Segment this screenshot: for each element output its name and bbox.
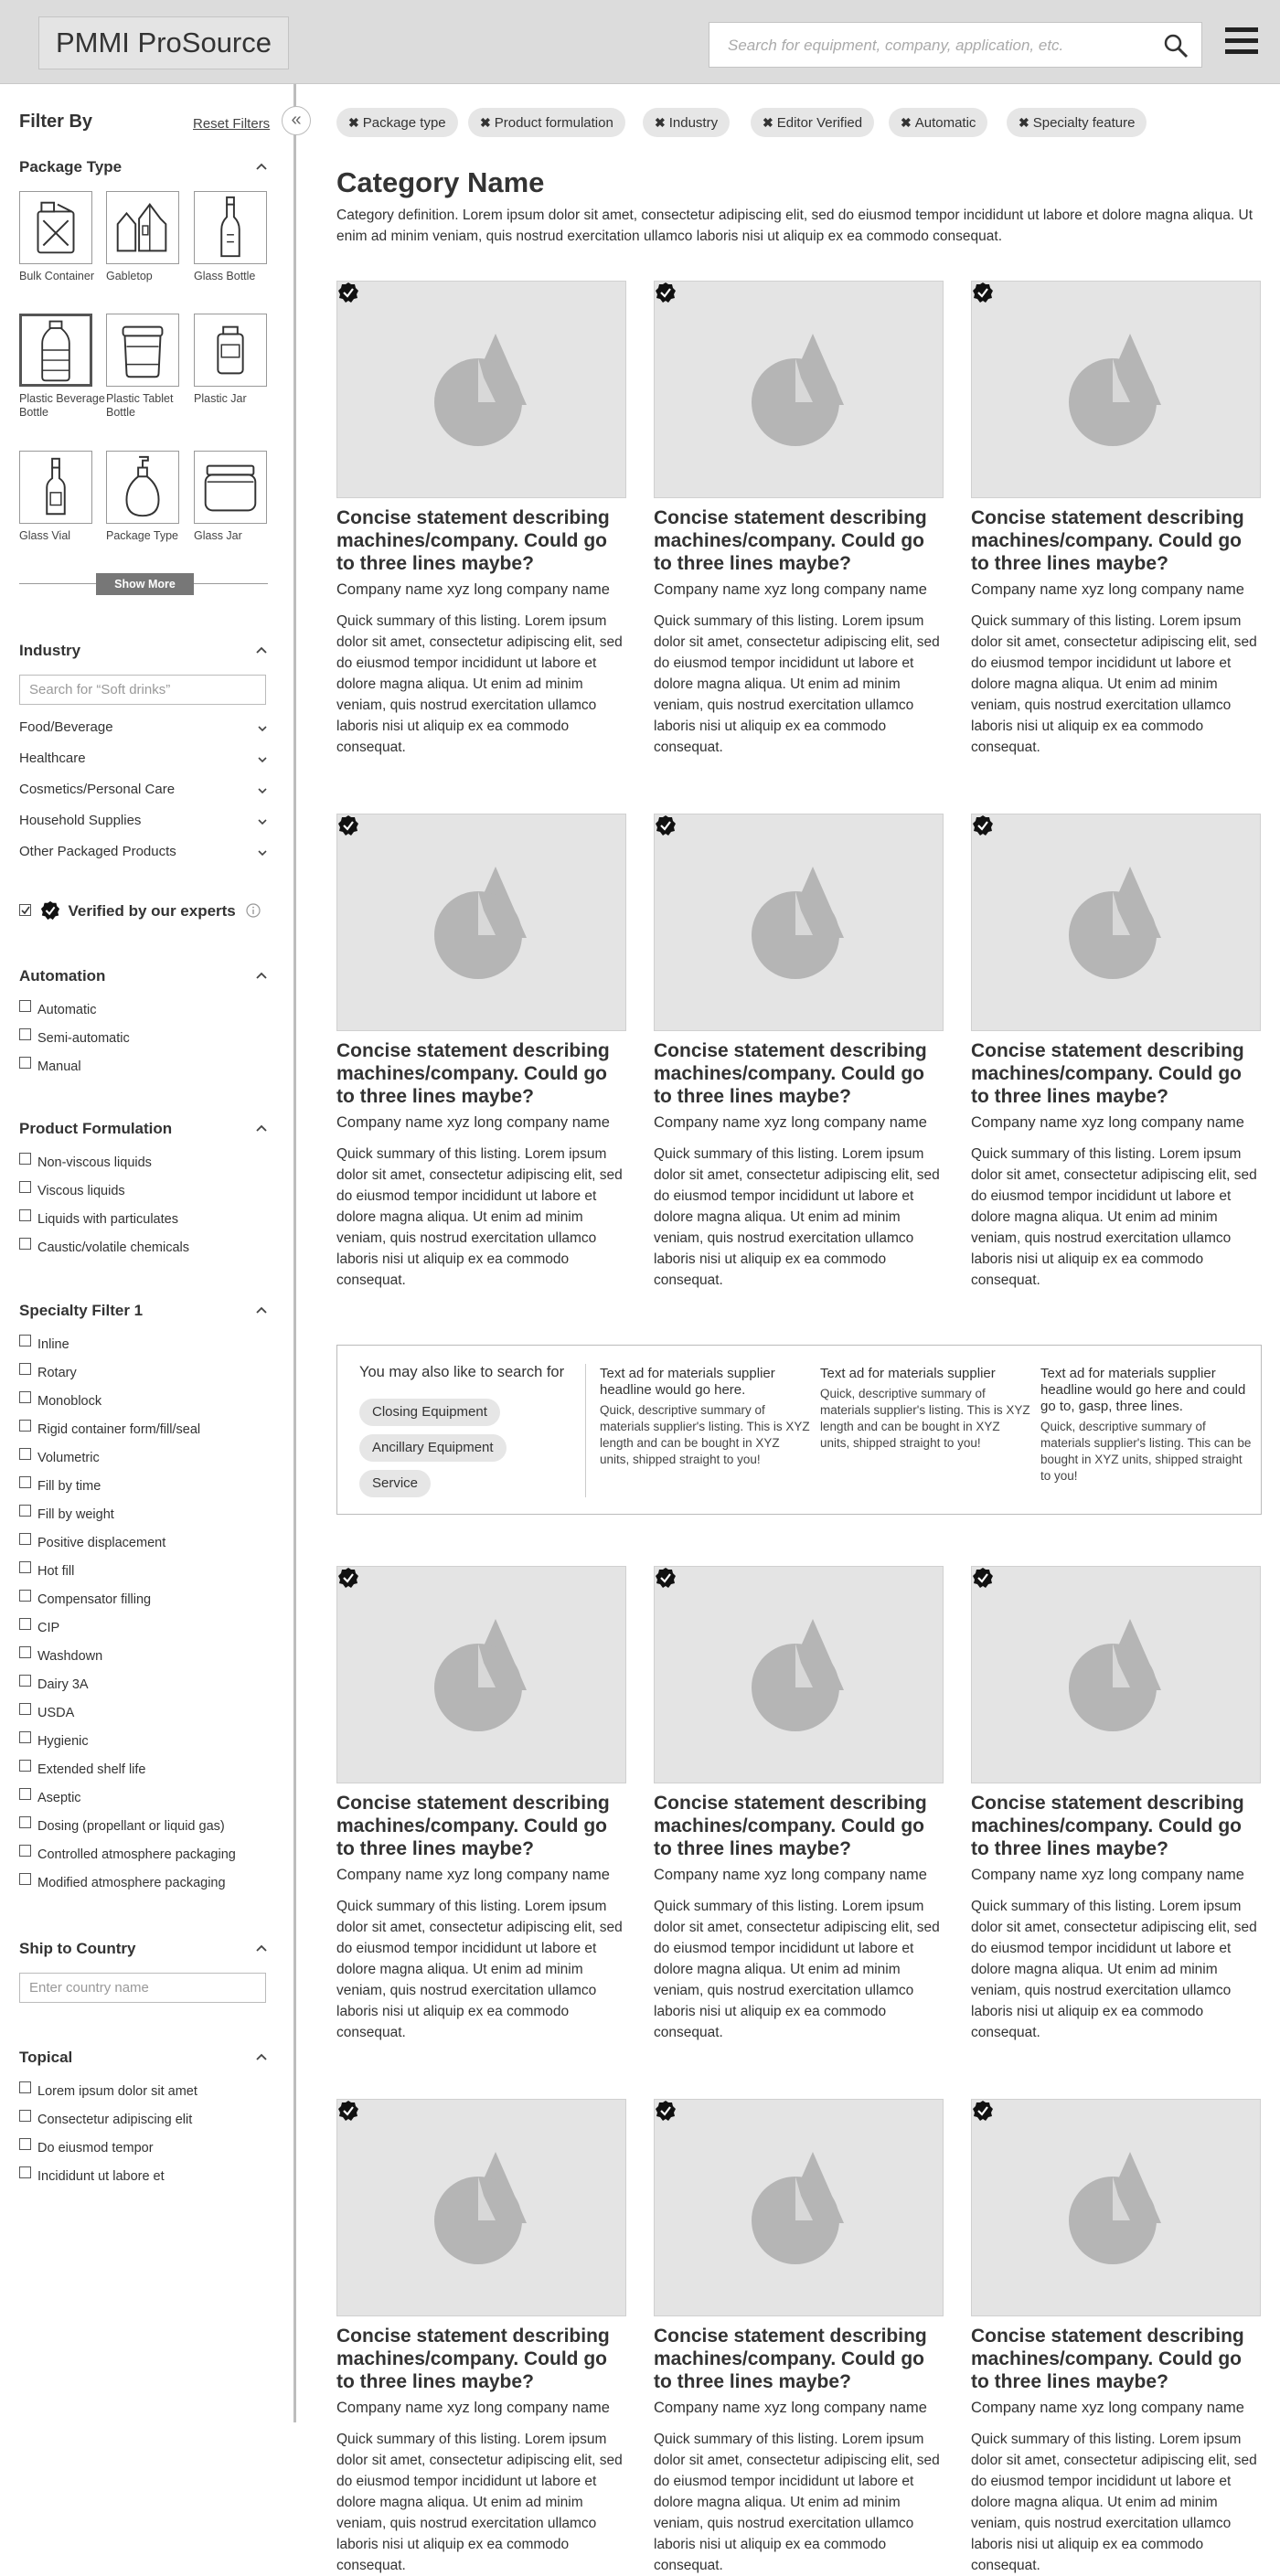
listing-title[interactable]: Concise statement describing machines/company. Could go to three lines maybe? <box>971 507 1244 574</box>
industry-item-label: Household Supplies <box>19 813 142 828</box>
reset-filters-link[interactable]: Reset Filters <box>193 116 271 132</box>
text-ad[interactable] <box>820 1366 1032 1452</box>
listing-summary: Quick summary of this listing. Lorem ipsum dolor sit amet, consectetur adipiscing elit, sed do eiusmod tempor incididunt ut labore et dolore magna aliqua. Ut enim ad minim veniam, quis nostrud exercitation ullamco laboris nisi ut aliquip ex ea commodo consequat. <box>654 1146 940 1288</box>
specialty-checkbox[interactable]: Controlled atmosphere packaging <box>19 1847 236 1862</box>
industry-item[interactable] <box>19 719 268 735</box>
chip-label: Industry <box>668 115 719 131</box>
listing-card[interactable] <box>336 814 626 1291</box>
listing-card[interactable] <box>654 814 944 1291</box>
package-label: Glass Bottle <box>194 270 256 282</box>
image-placeholder-icon <box>337 1567 627 1784</box>
filter-chip[interactable] <box>1007 108 1147 137</box>
image-placeholder-icon <box>655 2100 944 2317</box>
listing-company[interactable]: Company name xyz long company name <box>971 1114 1244 1131</box>
text-ad-description: Quick, descriptive summary of materials supplier's listing. This can be bought in XYZ units, shipped straight to you! <box>1040 1420 1252 1483</box>
package-label: Glass Vial <box>19 529 71 542</box>
remove-chip-icon[interactable]: ✖ <box>901 115 912 130</box>
search-icon[interactable] <box>1163 33 1189 59</box>
specialty-checkbox[interactable]: Modified atmosphere packaging <box>19 1876 226 1890</box>
package-label: Glass Jar <box>194 529 242 542</box>
listing-summary: Quick summary of this listing. Lorem ipsum dolor sit amet, consectetur adipiscing elit, sed do eiusmod tempor incididunt ut labore et dolore magna aliqua. Ut enim ad minim veniam, quis nostrud exercitation ullamco laboris nisi ut aliquip ex ea commodo consequat. <box>654 613 940 755</box>
listing-card[interactable] <box>971 281 1261 758</box>
verified-badge-icon <box>972 814 994 836</box>
search-input[interactable] <box>709 22 1202 68</box>
industry-item[interactable] <box>19 813 268 828</box>
industry-item-label: Food/Beverage <box>19 719 113 735</box>
collapse-sidebar-icon[interactable]: « <box>282 106 311 135</box>
listing-title[interactable]: Concise statement describing machines/company. Could go to three lines maybe? <box>654 1040 927 1107</box>
image-placeholder-icon <box>972 282 1262 499</box>
listing-card[interactable] <box>971 1566 1261 2043</box>
specialty-checkbox[interactable]: CIP <box>19 1621 59 1635</box>
specialty-checkbox[interactable]: Volumetric <box>19 1451 100 1465</box>
filter-chip[interactable] <box>336 108 458 137</box>
package-option-plastic-tablet-bottle[interactable] <box>106 314 194 420</box>
verified-badge-icon <box>972 1567 994 1589</box>
listing-summary: Quick summary of this listing. Lorem ipsum dolor sit amet, consectetur adipiscing elit, sed do eiusmod tempor incididunt ut labore et dolore magna aliqua. Ut enim ad minim veniam, quis nostrud exercitation ullamco laboris nisi ut aliquip ex ea commodo consequat. <box>336 1899 623 2040</box>
listing-company[interactable]: Company name xyz long company name <box>654 1867 927 1883</box>
top-header <box>0 0 1280 84</box>
formulation-checkbox[interactable]: Non-viscous liquids <box>19 1155 152 1170</box>
topical-checkbox[interactable]: Incididunt ut labore et <box>19 2169 165 2184</box>
specialty-checkbox[interactable]: Positive displacement <box>19 1536 165 1550</box>
show-more-button[interactable]: Show More <box>96 573 194 595</box>
category-definition: Category definition. Lorem ipsum dolor sit amet, consectetur adipiscing elit, sed do eiusmod tempor incididunt ut labore et dolore magna aliqua. Ut enim ad minim veniam, quis nostrud exercitation ullamco laboris nisi ut aliquip ex ea commodo consequat. <box>336 208 1253 244</box>
package-label: Package Type <box>106 529 178 542</box>
industry-search-input[interactable]: Search for “Soft drinks” <box>19 675 266 705</box>
specialty-checkbox[interactable]: Aseptic <box>19 1791 81 1805</box>
chevron-up-icon[interactable] <box>255 160 268 173</box>
listing-summary: Quick summary of this listing. Lorem ipsum dolor sit amet, consectetur adipiscing elit, sed do eiusmod tempor incididunt ut labore et dolore magna aliqua. Ut enim ad minim veniam, quis nostrud exercitation ullamco laboris nisi ut aliquip ex ea commodo consequat. <box>336 613 623 755</box>
chevron-up-icon[interactable] <box>255 1122 268 1134</box>
chip-label: Automatic <box>914 115 976 131</box>
verified-badge-icon <box>337 814 359 836</box>
glass-jar-icon <box>195 452 266 523</box>
image-placeholder-icon <box>337 2100 627 2317</box>
package-label: Bulk Container <box>19 270 94 282</box>
topical-checkbox[interactable]: Do eiusmod tempor <box>19 2141 154 2156</box>
formulation-checkbox[interactable]: Liquids with particulates <box>19 1212 178 1227</box>
remove-chip-icon[interactable]: ✖ <box>655 115 666 130</box>
text-ad-headline: Text ad for materials supplier headline would go here. <box>600 1366 775 1398</box>
automation-title: Automation <box>19 967 106 985</box>
specialty-filter-title: Specialty Filter 1 <box>19 1302 144 1319</box>
remove-chip-icon[interactable]: ✖ <box>348 115 359 130</box>
listing-title[interactable]: Concise statement describing machines/company. Could go to three lines maybe? <box>654 2326 927 2392</box>
industry-item[interactable] <box>19 750 268 766</box>
formulation-checkbox[interactable]: Caustic/volatile chemicals <box>19 1240 189 1255</box>
remove-chip-icon[interactable]: ✖ <box>763 115 773 130</box>
chevron-up-icon[interactable] <box>255 644 268 656</box>
category-title: Category Name <box>336 166 545 198</box>
specialty-checkbox[interactable]: Hot fill <box>19 1564 74 1579</box>
package-option-bulk-container[interactable] <box>19 191 107 283</box>
listing-summary: Quick summary of this listing. Lorem ipsum dolor sit amet, consectetur adipiscing elit, sed do eiusmod tempor incididunt ut labore et dolore magna aliqua. Ut enim ad minim veniam, quis nostrud exercitation ullamco laboris nisi ut aliquip ex ea commodo consequat. <box>336 2432 623 2573</box>
listing-image[interactable] <box>336 814 626 1031</box>
listing-company[interactable]: Company name xyz long company name <box>654 581 927 598</box>
listing-image[interactable] <box>971 281 1261 498</box>
text-ad-description: Quick, descriptive summary of materials supplier's listing. This is XYZ length and can be bought in XYZ units, shipped straight to you! <box>600 1403 810 1466</box>
text-ad[interactable] <box>600 1366 812 1468</box>
glass-bottle-icon <box>195 192 266 263</box>
listing-card[interactable] <box>336 281 626 758</box>
industry-item-label: Healthcare <box>19 750 86 766</box>
product-formulation-title: Product Formulation <box>19 1120 173 1137</box>
filter-chip[interactable] <box>751 108 874 137</box>
specialty-checkbox[interactable]: Extended shelf life <box>19 1762 146 1777</box>
listing-company[interactable]: Company name xyz long company name <box>971 1867 1244 1883</box>
checkbox-checked-icon[interactable] <box>19 904 32 917</box>
image-placeholder-icon <box>337 814 627 1032</box>
package-option-package-type[interactable] <box>106 451 194 543</box>
verified-badge-icon <box>972 2100 994 2122</box>
listing-image[interactable] <box>971 2099 1261 2316</box>
listing-image[interactable] <box>654 281 944 498</box>
bulk-container-icon <box>20 192 91 263</box>
industry-item[interactable] <box>19 782 268 797</box>
listing-image[interactable] <box>971 814 1261 1031</box>
verified-filter[interactable] <box>19 900 261 921</box>
listing-card[interactable] <box>654 2099 944 2576</box>
text-ad-headline: Text ad for materials supplier headline would go here and could go to, gasp, three lines. <box>1040 1366 1246 1414</box>
image-placeholder-icon <box>655 1567 944 1784</box>
listing-title[interactable]: Concise statement describing machines/company. Could go to three lines maybe? <box>336 2326 610 2392</box>
listing-title[interactable]: Concise statement describing machines/company. Could go to three lines maybe? <box>971 1793 1244 1859</box>
verified-badge-icon <box>972 282 994 303</box>
package-option-plastic-jar[interactable] <box>194 314 282 406</box>
industry-item[interactable] <box>19 844 268 859</box>
related-searches-title: You may also like to search for <box>359 1364 565 1380</box>
listing-company[interactable]: Company name xyz long company name <box>336 1867 610 1883</box>
topical-checkbox[interactable]: Consectetur adipiscing elit <box>19 2113 192 2127</box>
formulation-checkbox[interactable]: Viscous liquids <box>19 1184 125 1198</box>
related-search-pill[interactable]: Ancillary Equipment <box>359 1434 507 1462</box>
package-type-title: Package Type <box>19 158 123 176</box>
gabletop-icon <box>107 192 178 263</box>
listing-image[interactable] <box>971 1566 1261 1783</box>
industry-title: Industry <box>19 642 81 659</box>
specialty-checkbox[interactable]: Washdown <box>19 1649 102 1664</box>
info-icon[interactable] <box>246 903 261 918</box>
listing-company[interactable]: Company name xyz long company name <box>971 581 1244 598</box>
package-label: Plastic Beverage Bottle <box>19 392 105 419</box>
chevron-down-icon <box>257 847 268 858</box>
listing-image[interactable] <box>336 1566 626 1783</box>
listing-title[interactable]: Concise statement describing machines/company. Could go to three lines maybe? <box>654 507 927 574</box>
plastic-tablet-bottle-icon <box>107 314 178 386</box>
listing-company[interactable]: Company name xyz long company name <box>654 2400 927 2416</box>
related-search-pill[interactable]: Service <box>359 1470 431 1497</box>
pump-bottle-icon <box>107 452 178 523</box>
country-input[interactable]: Enter country name <box>19 1973 266 2003</box>
remove-chip-icon[interactable]: ✖ <box>1019 115 1029 130</box>
search-placeholder: Search for equipment, company, application, etc. <box>728 37 1064 54</box>
verified-badge-icon <box>337 2100 359 2122</box>
divider <box>585 1364 586 1497</box>
listing-title[interactable]: Concise statement describing machines/company. Could go to three lines maybe? <box>336 1040 610 1107</box>
specialty-checkbox[interactable]: Hygienic <box>19 1734 89 1749</box>
listing-card[interactable] <box>654 1566 944 2043</box>
automation-checkbox[interactable]: Manual <box>19 1059 81 1074</box>
listing-image[interactable] <box>336 2099 626 2316</box>
specialty-checkbox[interactable]: Compensator filling <box>19 1592 151 1607</box>
package-option-glass-bottle[interactable] <box>194 191 282 283</box>
site-logo[interactable]: PMMI ProSource <box>38 16 289 69</box>
package-option-gabletop[interactable] <box>106 191 194 283</box>
listing-image[interactable] <box>654 2099 944 2316</box>
chevron-up-icon[interactable] <box>255 969 268 982</box>
chevron-up-icon[interactable] <box>255 2050 268 2063</box>
verified-label: Verified by our experts <box>68 902 236 920</box>
listing-company[interactable]: Company name xyz long company name <box>971 2400 1244 2416</box>
listing-title[interactable]: Concise statement describing machines/company. Could go to three lines maybe? <box>971 2326 1244 2392</box>
filter-chip[interactable] <box>643 108 730 137</box>
package-option-glass-vial[interactable] <box>19 451 107 543</box>
listing-summary: Quick summary of this listing. Lorem ipsum dolor sit amet, consectetur adipiscing elit, sed do eiusmod tempor incididunt ut labore et dolore magna aliqua. Ut enim ad minim veniam, quis nostrud exercitation ullamco laboris nisi ut aliquip ex ea commodo consequat. <box>971 1899 1257 2040</box>
specialty-checkbox[interactable]: Fill by time <box>19 1479 101 1494</box>
listing-image[interactable] <box>654 814 944 1031</box>
listing-summary: Quick summary of this listing. Lorem ipsum dolor sit amet, consectetur adipiscing elit, sed do eiusmod tempor incididunt ut labore et dolore magna aliqua. Ut enim ad minim veniam, quis nostrud exercitation ullamco laboris nisi ut aliquip ex ea commodo consequat. <box>654 2432 940 2573</box>
verified-badge-icon <box>337 282 359 303</box>
text-ad-description: Quick, descriptive summary of materials supplier's listing. This is XYZ length and can be bought in XYZ units, shipped straight to you! <box>820 1387 1030 1450</box>
specialty-checkbox[interactable]: Dosing (propellant or liquid gas) <box>19 1819 225 1834</box>
filter-chip[interactable] <box>889 108 987 137</box>
plastic-beverage-bottle-icon <box>22 316 90 384</box>
listing-summary: Quick summary of this listing. Lorem ipsum dolor sit amet, consectetur adipiscing elit, sed do eiusmod tempor incididunt ut labore et dolore magna aliqua. Ut enim ad minim veniam, quis nostrud exercitation ullamco laboris nisi ut aliquip ex ea commodo consequat. <box>336 1146 623 1288</box>
chevron-down-icon <box>257 723 268 734</box>
glass-vial-icon <box>20 452 91 523</box>
chevron-up-icon[interactable] <box>255 1942 268 1954</box>
listing-company[interactable]: Company name xyz long company name <box>336 581 610 598</box>
image-placeholder-icon <box>337 282 627 499</box>
plastic-jar-icon <box>195 314 266 386</box>
automation-checkbox[interactable]: Automatic <box>19 1003 96 1017</box>
package-option-glass-jar[interactable] <box>194 451 282 543</box>
image-placeholder-icon <box>972 1567 1262 1784</box>
chevron-down-icon <box>257 754 268 765</box>
related-search-pill[interactable]: Closing Equipment <box>359 1399 500 1426</box>
listing-card[interactable] <box>336 2099 626 2576</box>
listing-company[interactable]: Company name xyz long company name <box>336 1114 610 1131</box>
listing-company[interactable]: Company name xyz long company name <box>654 1114 927 1131</box>
topical-checkbox[interactable]: Lorem ipsum dolor sit amet <box>19 2084 197 2099</box>
verified-badge-icon <box>655 2100 677 2122</box>
listing-image[interactable] <box>654 1566 944 1783</box>
specialty-checkbox[interactable]: USDA <box>19 1706 74 1720</box>
chip-label: Package type <box>362 115 446 131</box>
listing-title[interactable]: Concise statement describing machines/company. Could go to three lines maybe? <box>336 507 610 574</box>
filter-by-heading: Filter By <box>19 112 93 132</box>
listing-title[interactable]: Concise statement describing machines/company. Could go to three lines maybe? <box>654 1793 927 1859</box>
verified-badge-icon <box>655 814 677 836</box>
listing-image[interactable] <box>336 281 626 498</box>
chevron-down-icon <box>257 785 268 796</box>
image-placeholder-icon <box>655 282 944 499</box>
listing-title[interactable]: Concise statement describing machines/company. Could go to three lines maybe? <box>971 1040 1244 1107</box>
specialty-checkbox[interactable]: Rigid container form/fill/seal <box>19 1422 200 1437</box>
listing-summary: Quick summary of this listing. Lorem ipsum dolor sit amet, consectetur adipiscing elit, sed do eiusmod tempor incididunt ut labore et dolore magna aliqua. Ut enim ad minim veniam, quis nostrud exercitation ullamco laboris nisi ut aliquip ex ea commodo consequat. <box>654 1899 940 2040</box>
filter-chip[interactable] <box>468 108 625 137</box>
specialty-checkbox[interactable]: Rotary <box>19 1366 77 1380</box>
chip-label: Editor Verified <box>776 115 863 131</box>
listing-card[interactable] <box>971 814 1261 1291</box>
chevron-up-icon[interactable] <box>255 1304 268 1316</box>
package-label: Plastic Tablet Bottle <box>106 392 174 419</box>
listing-company[interactable]: Company name xyz long company name <box>336 2400 610 2416</box>
listing-summary: Quick summary of this listing. Lorem ipsum dolor sit amet, consectetur adipiscing elit, sed do eiusmod tempor incididunt ut labore et dolore magna aliqua. Ut enim ad minim veniam, quis nostrud exercitation ullamco laboris nisi ut aliquip ex ea commodo consequat. <box>971 1146 1257 1288</box>
listing-card[interactable] <box>654 281 944 758</box>
listing-card[interactable] <box>336 1566 626 2043</box>
text-ad[interactable] <box>1040 1366 1253 1485</box>
remove-chip-icon[interactable]: ✖ <box>480 115 491 130</box>
verified-badge-icon <box>655 282 677 303</box>
verified-badge-icon <box>337 1567 359 1589</box>
listing-summary: Quick summary of this listing. Lorem ipsum dolor sit amet, consectetur adipiscing elit, sed do eiusmod tempor incididunt ut labore et dolore magna aliqua. Ut enim ad minim veniam, quis nostrud exercitation ullamco laboris nisi ut aliquip ex ea commodo consequat. <box>971 2432 1257 2573</box>
text-ad-headline: Text ad for materials supplier <box>820 1366 996 1381</box>
verified-badge-icon <box>655 1567 677 1589</box>
package-option-plastic-beverage-bottle[interactable] <box>19 314 107 420</box>
package-label: Plastic Jar <box>194 392 247 405</box>
package-label: Gabletop <box>106 270 153 282</box>
specialty-checkbox[interactable]: Fill by weight <box>19 1507 114 1522</box>
specialty-checkbox[interactable]: Monoblock <box>19 1394 101 1409</box>
automation-checkbox[interactable]: Semi-automatic <box>19 1031 130 1046</box>
listing-summary: Quick summary of this listing. Lorem ipsum dolor sit amet, consectetur adipiscing elit, sed do eiusmod tempor incididunt ut labore et dolore magna aliqua. Ut enim ad minim veniam, quis nostrud exercitation ullamco laboris nisi ut aliquip ex ea commodo consequat. <box>971 613 1257 755</box>
chevron-down-icon <box>257 816 268 827</box>
listing-title[interactable]: Concise statement describing machines/company. Could go to three lines maybe? <box>336 1793 610 1859</box>
ship-to-country-title: Ship to Country <box>19 1940 136 1957</box>
listing-card[interactable] <box>971 2099 1261 2576</box>
industry-item-label: Other Packaged Products <box>19 844 176 859</box>
related-searches-ad-block <box>336 1345 1262 1515</box>
specialty-checkbox[interactable]: Inline <box>19 1337 69 1352</box>
topical-title: Topical <box>19 2049 73 2066</box>
industry-item-label: Cosmetics/Personal Care <box>19 782 176 797</box>
image-placeholder-icon <box>972 2100 1262 2317</box>
chip-label: Specialty feature <box>1032 115 1136 131</box>
image-placeholder-icon <box>655 814 944 1032</box>
specialty-checkbox[interactable]: Dairy 3A <box>19 1677 89 1692</box>
chip-label: Product formulation <box>494 115 613 131</box>
hamburger-menu-icon[interactable] <box>1225 27 1258 57</box>
verified-badge-icon <box>40 900 60 921</box>
image-placeholder-icon <box>972 814 1262 1032</box>
